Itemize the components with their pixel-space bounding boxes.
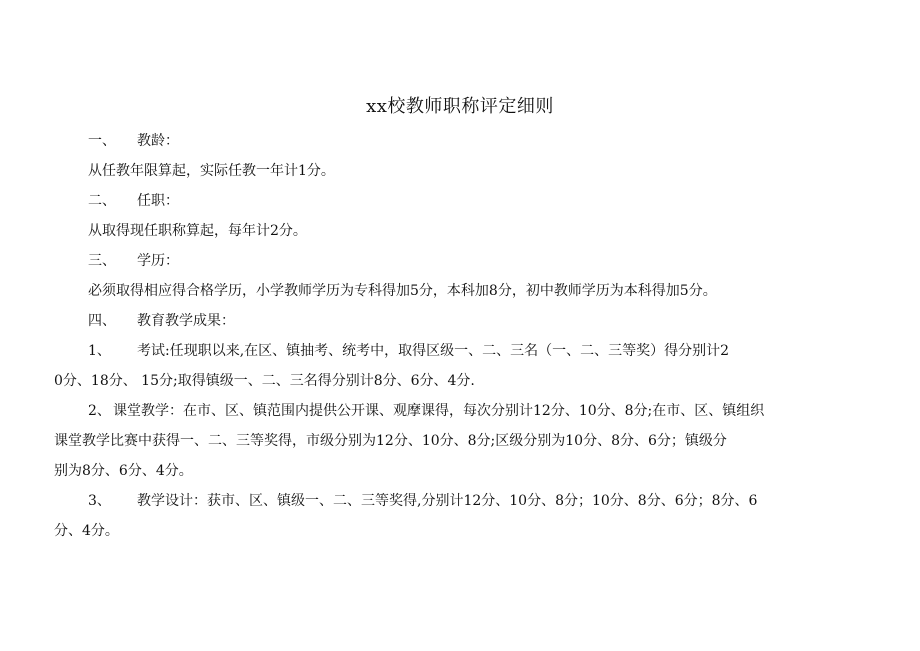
section-heading: 教育教学成果： <box>137 313 235 329</box>
item-number: 2、 <box>88 403 111 419</box>
section-number: 三、 <box>88 253 116 269</box>
item-line: 分、4分。 <box>54 523 119 539</box>
document-title: xx校教师职称评定细则 <box>366 96 554 117</box>
section-body: 必须取得相应得合格学历，小学教师学历为专科得加5分，本科加8分，初中教师学历为本科得加5分。 <box>88 283 717 299</box>
section-body: 从取得现任职称算起，每年计2分。 <box>88 223 307 239</box>
item-line: 教学设计：获市、区、镇级一、二、三等奖得,分别计12分、10分、8分；10分、8分、6分；8分、6 <box>137 493 758 509</box>
item-number: 3、 <box>88 493 111 509</box>
item-number: 1、 <box>88 343 111 359</box>
section-heading: 学历： <box>137 253 179 269</box>
item-line: 课堂教学：在市、区、镇范围内提供公开课、观摩课得，每次分别计12分、10分、8分;在市、区、镇组织 <box>113 403 765 419</box>
item-line: 课堂教学比赛中获得一、二、三等奖得，市级分别为12分、10分、8分;区级分别为10分、8分、6分；镇级分 <box>54 433 727 449</box>
section-number: 四、 <box>88 313 116 329</box>
section-heading: 任职： <box>137 193 179 209</box>
section-number: 二、 <box>88 193 116 209</box>
item-line: 考试:任现职以来,在区、镇抽考、统考中，取得区级一、二、三名（一、二、三等奖）得分别计2 <box>137 343 730 359</box>
item-line: 别为8分、6分、4分。 <box>54 463 193 479</box>
section-number: 一、 <box>88 133 116 149</box>
item-line: 0分、18分、 15分;取得镇级一、二、三名得分别计8分、6分、4分. <box>54 373 475 389</box>
section-body: 从任教年限算起，实际任教一年计1分。 <box>88 163 335 179</box>
section-heading: 教龄： <box>137 133 179 149</box>
